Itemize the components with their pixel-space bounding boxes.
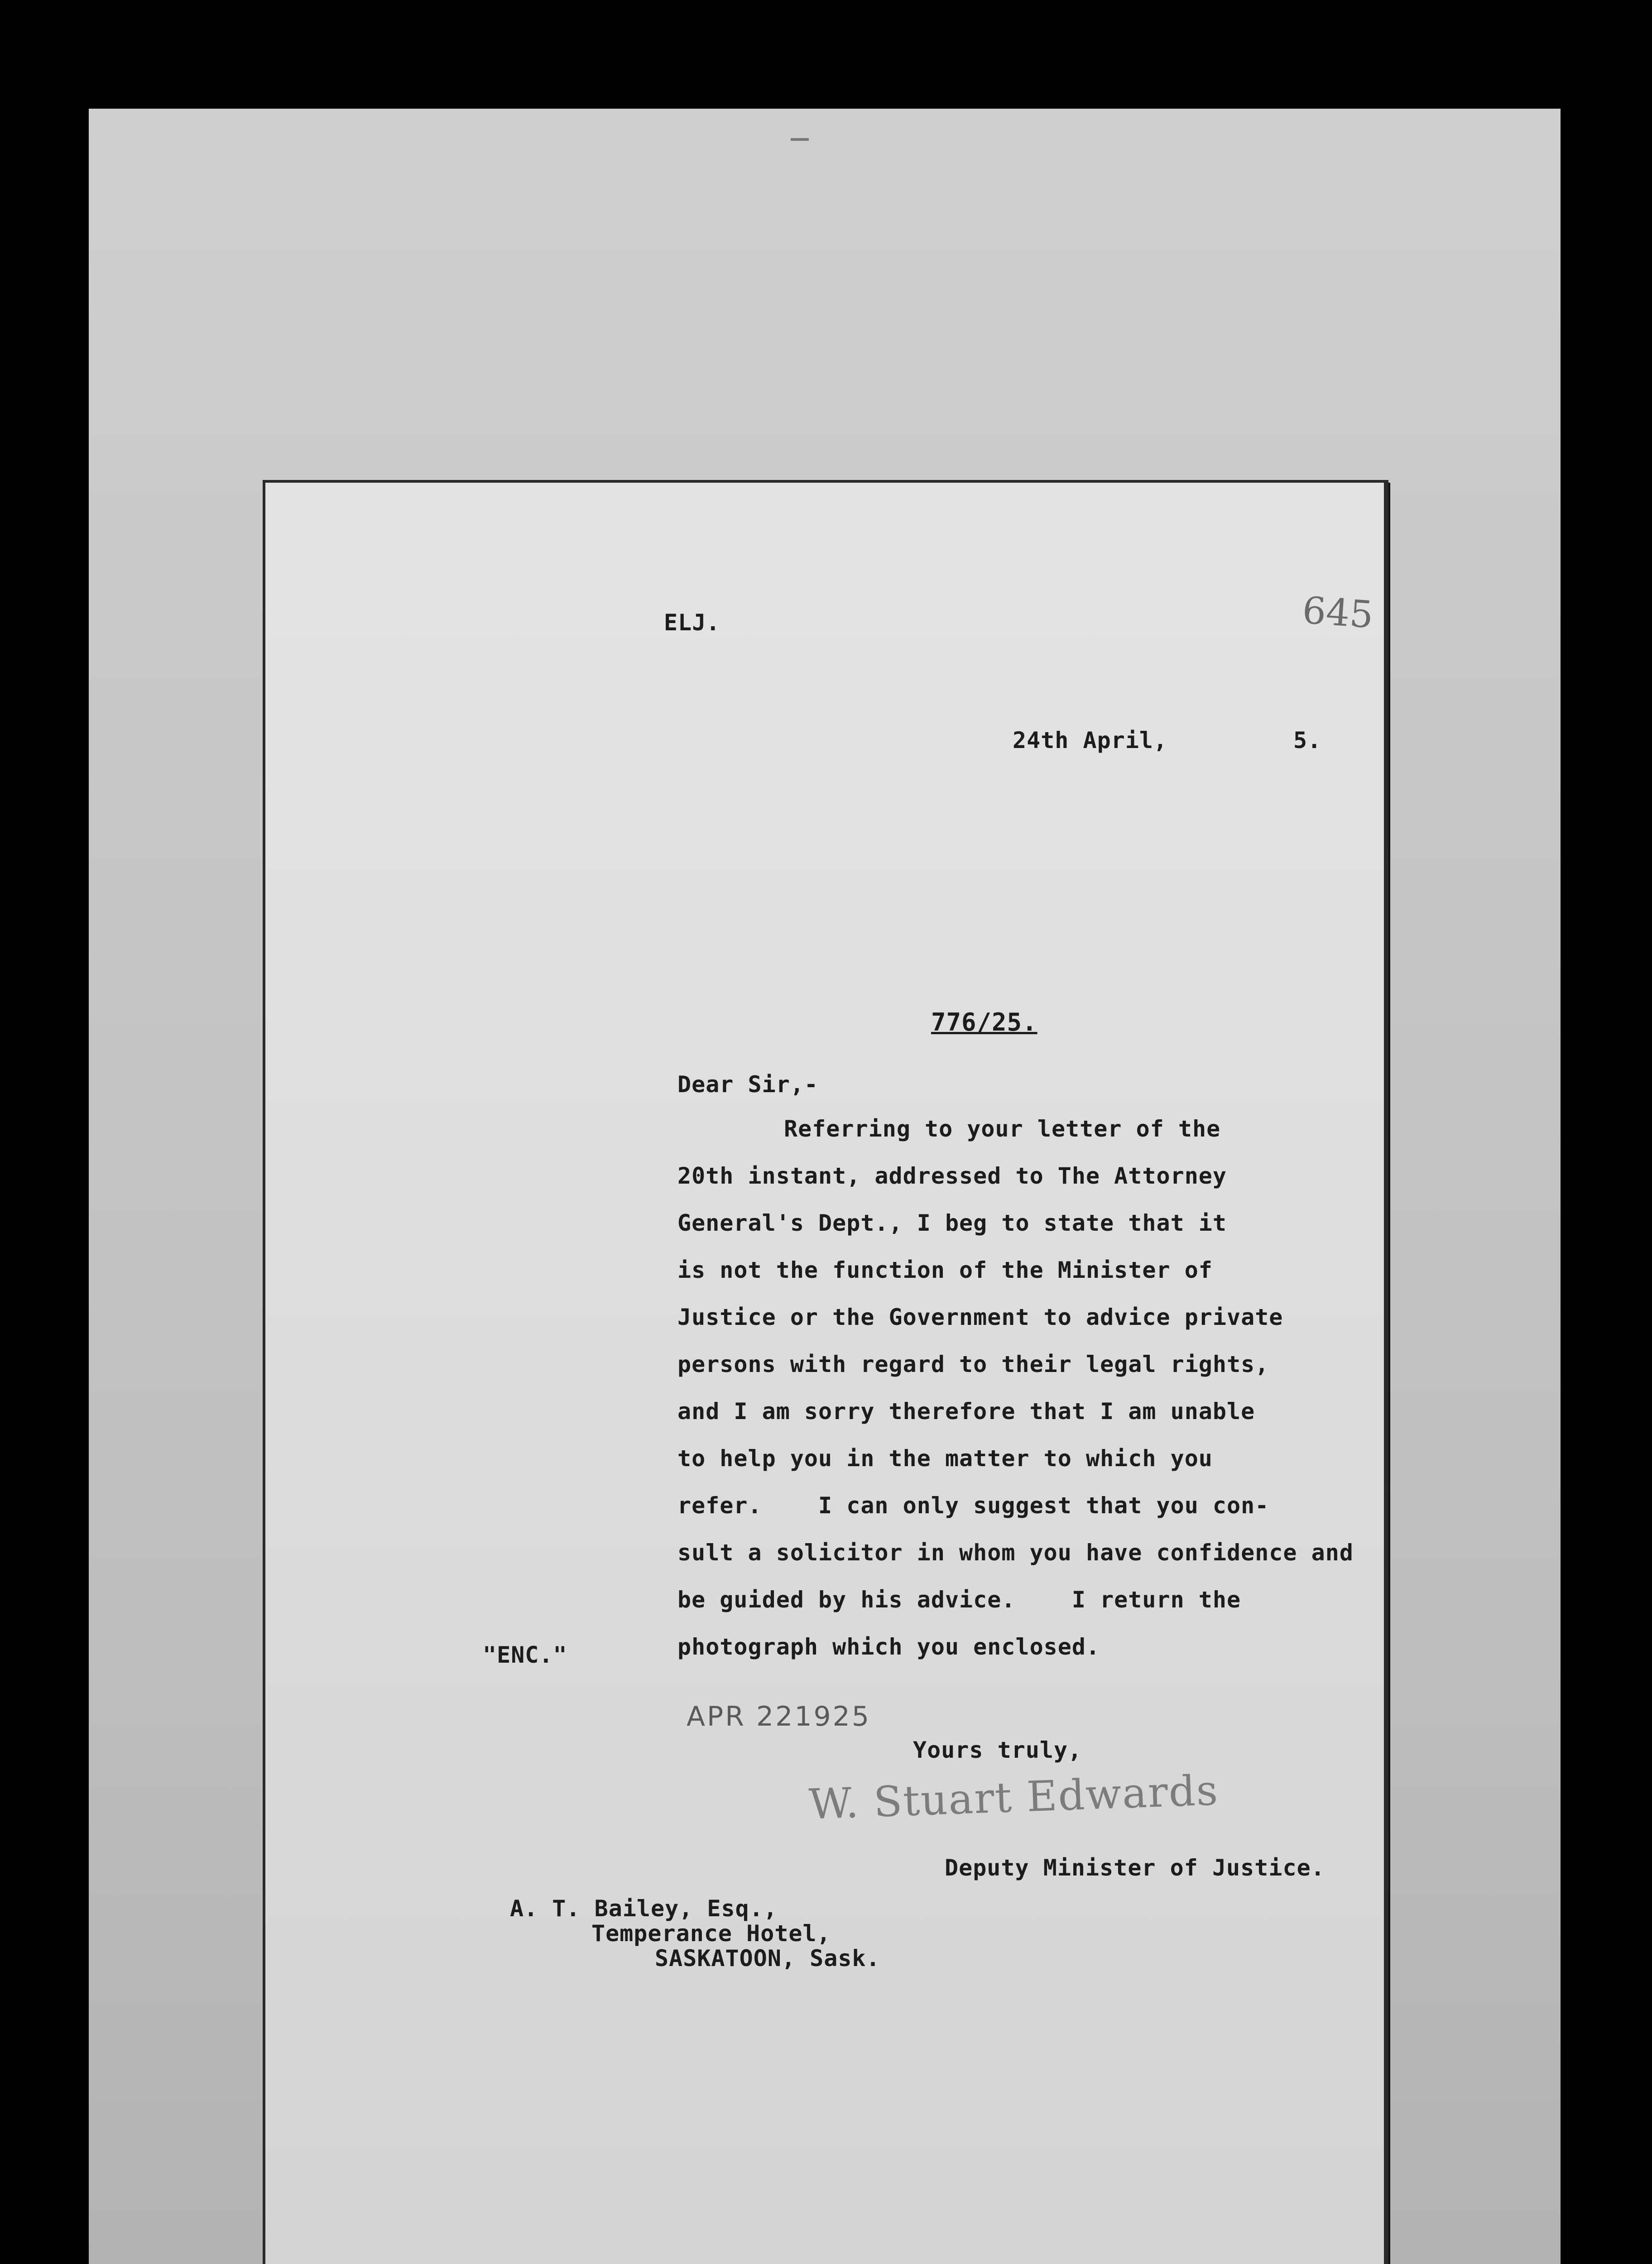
body-line: 20th instant, addressed to The Attorney [677, 1163, 1227, 1189]
body-line: be guided by his advice. I return the [677, 1587, 1241, 1613]
enclosure-mark: "ENC." [483, 1642, 567, 1668]
letter-body [677, 1116, 1357, 1704]
body-line: General's Dept., I beg to state that it [677, 1210, 1227, 1236]
signature-stamp: W. Stuart Edwards [808, 1766, 1220, 1829]
folio-number: 645 [1301, 589, 1375, 637]
salutation: Dear Sir,- [677, 1071, 819, 1098]
letter-sheet [263, 480, 1388, 2264]
addressee-hotel: Temperance Hotel, [591, 1920, 831, 1947]
body-line: to help you in the matter to which you [677, 1445, 1213, 1472]
body-line: sult a solicitor in whom you have confidence and [677, 1540, 1354, 1566]
body-line: Referring to your letter of the [784, 1116, 1221, 1142]
body-line: photograph which you enclosed. [677, 1634, 1100, 1660]
file-reference: 776/25. [931, 1008, 1037, 1036]
body-line: Justice or the Government to advice private [677, 1304, 1283, 1330]
closing: Yours truly, [913, 1737, 1082, 1763]
addressee-name: A. T. Bailey, Esq., [510, 1895, 778, 1922]
addressee-city: SASKATOON, Sask. [655, 1945, 880, 1971]
body-line: is not the function of the Minister of [677, 1257, 1213, 1283]
letter-date: 24th April, [1013, 727, 1168, 753]
typist-initials: ELJ. [664, 609, 720, 636]
body-line: refer. I can only suggest that you con- [677, 1492, 1269, 1519]
body-line: and I am sorry therefore that I am unable [677, 1398, 1255, 1425]
body-line: persons with regard to their legal rights, [677, 1351, 1269, 1377]
signatory-title: Deputy Minister of Justice. [945, 1855, 1325, 1881]
letter-year: 5. [1293, 727, 1322, 753]
registration-mark-top [791, 138, 809, 141]
received-date-stamp: APR 221925 [687, 1701, 871, 1732]
